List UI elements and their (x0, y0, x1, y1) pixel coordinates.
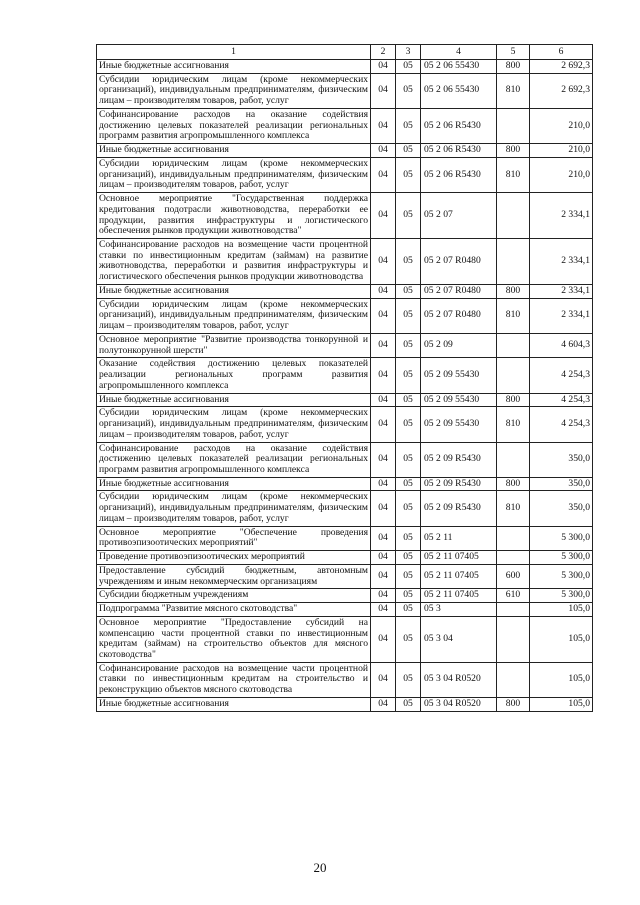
row-name-cell: Иные бюджетные ассигнования (97, 697, 371, 711)
table-row (97, 393, 593, 407)
target-article-cell: 05 2 09 R5430 (421, 477, 497, 491)
subsection-code-cell: 05 (396, 564, 421, 588)
table-row (97, 491, 593, 526)
subsection-code-cell: 05 (396, 60, 421, 74)
subsection-code-cell: 05 (396, 298, 421, 333)
subsection-code-cell: 05 (396, 333, 421, 357)
row-name-cell: Проведение противоэпизоотических мероприятий (97, 551, 371, 565)
expense-type-cell: 810 (497, 73, 530, 108)
subsection-code-cell: 05 (396, 358, 421, 393)
section-code-cell: 04 (371, 358, 396, 393)
amount-cell: 5 300,0 (530, 551, 593, 565)
target-article-cell: 05 2 07 R0480 (421, 298, 497, 333)
target-article-cell: 05 2 11 (421, 526, 497, 550)
subsection-code-cell: 05 (396, 491, 421, 526)
amount-cell: 5 300,0 (530, 526, 593, 550)
table-row (97, 564, 593, 588)
amount-cell: 2 334,1 (530, 284, 593, 298)
amount-cell: 2 334,1 (530, 298, 593, 333)
table-row (97, 284, 593, 298)
header-cell: 1 (97, 45, 371, 60)
table-row (97, 603, 593, 617)
expense-type-cell (497, 333, 530, 357)
expense-type-cell: 800 (497, 144, 530, 158)
row-name-cell: Субсидии бюджетным учреждениям (97, 589, 371, 603)
target-article-cell: 05 2 06 R5430 (421, 144, 497, 158)
amount-cell: 5 300,0 (530, 564, 593, 588)
target-article-cell: 05 2 09 55430 (421, 393, 497, 407)
row-name-cell: Иные бюджетные ассигнования (97, 477, 371, 491)
amount-cell: 2 334,1 (530, 193, 593, 239)
row-name-cell: Основное мероприятие "Государственная поддержка кредитования подотрасли животноводства, переработки ее продукции, развития инфраструктуры и логистического обеспечения рынков продукции животноводства" (97, 193, 371, 239)
amount-cell: 350,0 (530, 442, 593, 477)
expense-type-cell (497, 193, 530, 239)
expense-type-cell: 810 (497, 298, 530, 333)
amount-cell: 105,0 (530, 662, 593, 697)
expense-type-cell: 800 (497, 477, 530, 491)
subsection-code-cell: 05 (396, 662, 421, 697)
expense-type-cell (497, 616, 530, 662)
subsection-code-cell: 05 (396, 144, 421, 158)
row-name-cell: Софинансирование расходов на оказание содействия достижению целевых показателей реализации региональных программ развития агропромышленного комплекса (97, 108, 371, 143)
section-code-cell: 04 (371, 239, 396, 285)
amount-cell: 2 334,1 (530, 239, 593, 285)
expense-type-cell (497, 239, 530, 285)
section-code-cell: 04 (371, 108, 396, 143)
row-name-cell: Иные бюджетные ассигнования (97, 393, 371, 407)
amount-cell: 210,0 (530, 157, 593, 192)
expense-type-cell (497, 108, 530, 143)
expense-type-cell: 610 (497, 589, 530, 603)
table-row (97, 616, 593, 662)
section-code-cell: 04 (371, 564, 396, 588)
subsection-code-cell: 05 (396, 477, 421, 491)
target-article-cell: 05 2 11 07405 (421, 564, 497, 588)
section-code-cell: 04 (371, 616, 396, 662)
table-row (97, 108, 593, 143)
expense-type-cell (497, 358, 530, 393)
amount-cell: 210,0 (530, 144, 593, 158)
target-article-cell: 05 2 06 R5430 (421, 108, 497, 143)
row-name-cell: Субсидии юридическим лицам (кроме некоммерческих организаций), индивидуальным предпринимателям, физическим лицам – производителям товаров, работ, услуг (97, 73, 371, 108)
target-article-cell: 05 3 04 R0520 (421, 697, 497, 711)
amount-cell: 4 254,3 (530, 393, 593, 407)
subsection-code-cell: 05 (396, 526, 421, 550)
subsection-code-cell: 05 (396, 589, 421, 603)
table-row (97, 662, 593, 697)
section-code-cell: 04 (371, 333, 396, 357)
target-article-cell: 05 2 07 R0480 (421, 284, 497, 298)
subsection-code-cell: 05 (396, 157, 421, 192)
target-article-cell: 05 3 (421, 603, 497, 617)
table-row (97, 551, 593, 565)
header-cell: 3 (396, 45, 421, 60)
target-article-cell: 05 2 11 07405 (421, 551, 497, 565)
section-code-cell: 04 (371, 407, 396, 442)
amount-cell: 105,0 (530, 603, 593, 617)
target-article-cell: 05 2 11 07405 (421, 589, 497, 603)
subsection-code-cell: 05 (396, 551, 421, 565)
budget-table (96, 44, 593, 712)
row-name-cell: Иные бюджетные ассигнования (97, 144, 371, 158)
expense-type-cell: 600 (497, 564, 530, 588)
section-code-cell: 04 (371, 526, 396, 550)
amount-cell: 210,0 (530, 108, 593, 143)
target-article-cell: 05 3 04 (421, 616, 497, 662)
amount-cell: 5 300,0 (530, 589, 593, 603)
table-row (97, 407, 593, 442)
row-name-cell: Основное мероприятие "Развитие производства тонкорунной и полутонкорунной шерсти" (97, 333, 371, 357)
expense-type-cell (497, 526, 530, 550)
section-code-cell: 04 (371, 298, 396, 333)
section-code-cell: 04 (371, 284, 396, 298)
row-name-cell: Основное мероприятие "Обеспечение проведения противоэпизоотических мероприятий" (97, 526, 371, 550)
table-row (97, 157, 593, 192)
section-code-cell: 04 (371, 603, 396, 617)
row-name-cell: Субсидии юридическим лицам (кроме некоммерческих организаций), индивидуальным предпринимателям, физическим лицам – производителям товаров, работ, услуг (97, 298, 371, 333)
row-name-cell: Субсидии юридическим лицам (кроме некоммерческих организаций), индивидуальным предпринимателям, физическим лицам – производителям товаров, работ, услуг (97, 157, 371, 192)
section-code-cell: 04 (371, 551, 396, 565)
section-code-cell: 04 (371, 477, 396, 491)
table-row (97, 589, 593, 603)
target-article-cell: 05 3 04 R0520 (421, 662, 497, 697)
row-name-cell: Иные бюджетные ассигнования (97, 60, 371, 74)
subsection-code-cell: 05 (396, 108, 421, 143)
amount-cell: 350,0 (530, 491, 593, 526)
table-row (97, 73, 593, 108)
expense-type-cell: 800 (497, 60, 530, 74)
subsection-code-cell: 05 (396, 442, 421, 477)
row-name-cell: Субсидии юридическим лицам (кроме некоммерческих организаций), индивидуальным предпринимателям, физическим лицам – производителям товаров, работ, услуг (97, 491, 371, 526)
subsection-code-cell: 05 (396, 697, 421, 711)
table-header-row (97, 45, 593, 60)
subsection-code-cell: 05 (396, 616, 421, 662)
table-row (97, 333, 593, 357)
section-code-cell: 04 (371, 60, 396, 74)
expense-type-cell: 800 (497, 393, 530, 407)
subsection-code-cell: 05 (396, 393, 421, 407)
row-name-cell: Подпрограмма "Развитие мясного скотоводства" (97, 603, 371, 617)
target-article-cell: 05 2 09 R5430 (421, 442, 497, 477)
section-code-cell: 04 (371, 157, 396, 192)
expense-type-cell (497, 551, 530, 565)
table-row (97, 60, 593, 74)
subsection-code-cell: 05 (396, 73, 421, 108)
expense-type-cell: 800 (497, 284, 530, 298)
expense-type-cell (497, 442, 530, 477)
amount-cell: 4 254,3 (530, 358, 593, 393)
target-article-cell: 05 2 06 55430 (421, 73, 497, 108)
amount-cell: 2 692,3 (530, 60, 593, 74)
row-name-cell: Субсидии юридическим лицам (кроме некоммерческих организаций), индивидуальным предпринимателям, физическим лицам – производителям товаров, работ, услуг (97, 407, 371, 442)
amount-cell: 105,0 (530, 697, 593, 711)
target-article-cell: 05 2 07 R0480 (421, 239, 497, 285)
target-article-cell: 05 2 07 (421, 193, 497, 239)
expense-type-cell (497, 603, 530, 617)
table-row (97, 358, 593, 393)
table-row (97, 144, 593, 158)
section-code-cell: 04 (371, 662, 396, 697)
row-name-cell: Софинансирование расходов на возмещение части процентной ставки по инвестиционным кредитам на строительство и реконструкцию объектов мясного скотоводства (97, 662, 371, 697)
row-name-cell: Иные бюджетные ассигнования (97, 284, 371, 298)
row-name-cell: Предоставление субсидий бюджетным, автономным учреждениям и иным некоммерческим организациям (97, 564, 371, 588)
subsection-code-cell: 05 (396, 284, 421, 298)
table-row (97, 442, 593, 477)
row-name-cell: Основное мероприятие "Предоставление субсидий на компенсацию части процентной ставки по инвестиционным кредитам (займам) на строительство объектов для мясного скотоводства" (97, 616, 371, 662)
table-row (97, 239, 593, 285)
target-article-cell: 05 2 09 55430 (421, 407, 497, 442)
section-code-cell: 04 (371, 491, 396, 526)
expense-type-cell: 800 (497, 697, 530, 711)
section-code-cell: 04 (371, 442, 396, 477)
header-cell: 4 (421, 45, 497, 60)
expense-type-cell (497, 662, 530, 697)
table-row (97, 697, 593, 711)
header-cell: 6 (530, 45, 593, 60)
row-name-cell: Софинансирование расходов на возмещение части процентной ставки по инвестиционным кредитам (займам) на развитие животноводства, переработки и развития инфраструктуры и логистического обеспечения рынков продукции животноводства (97, 239, 371, 285)
target-article-cell: 05 2 09 55430 (421, 358, 497, 393)
row-name-cell: Оказание содействия достижению целевых показателей реализации региональных программ развития агропромышленного комплекса (97, 358, 371, 393)
section-code-cell: 04 (371, 697, 396, 711)
table-row (97, 477, 593, 491)
target-article-cell: 05 2 06 R5430 (421, 157, 497, 192)
amount-cell: 4 604,3 (530, 333, 593, 357)
subsection-code-cell: 05 (396, 193, 421, 239)
amount-cell: 2 692,3 (530, 73, 593, 108)
section-code-cell: 04 (371, 73, 396, 108)
header-cell: 5 (497, 45, 530, 60)
expense-type-cell: 810 (497, 491, 530, 526)
amount-cell: 4 254,3 (530, 407, 593, 442)
subsection-code-cell: 05 (396, 407, 421, 442)
amount-cell: 350,0 (530, 477, 593, 491)
table-row (97, 298, 593, 333)
amount-cell: 105,0 (530, 616, 593, 662)
target-article-cell: 05 2 06 55430 (421, 60, 497, 74)
table-row (97, 193, 593, 239)
page-number: 20 (313, 860, 327, 875)
section-code-cell: 04 (371, 193, 396, 239)
expense-type-cell: 810 (497, 157, 530, 192)
section-code-cell: 04 (371, 393, 396, 407)
row-name-cell: Софинансирование расходов на оказание содействия достижению целевых показателей реализации региональных программ развития агропромышленного комплекса (97, 442, 371, 477)
header-cell: 2 (371, 45, 396, 60)
subsection-code-cell: 05 (396, 603, 421, 617)
target-article-cell: 05 2 09 (421, 333, 497, 357)
section-code-cell: 04 (371, 589, 396, 603)
section-code-cell: 04 (371, 144, 396, 158)
table-row (97, 526, 593, 550)
expense-type-cell: 810 (497, 407, 530, 442)
subsection-code-cell: 05 (396, 239, 421, 285)
target-article-cell: 05 2 09 R5430 (421, 491, 497, 526)
